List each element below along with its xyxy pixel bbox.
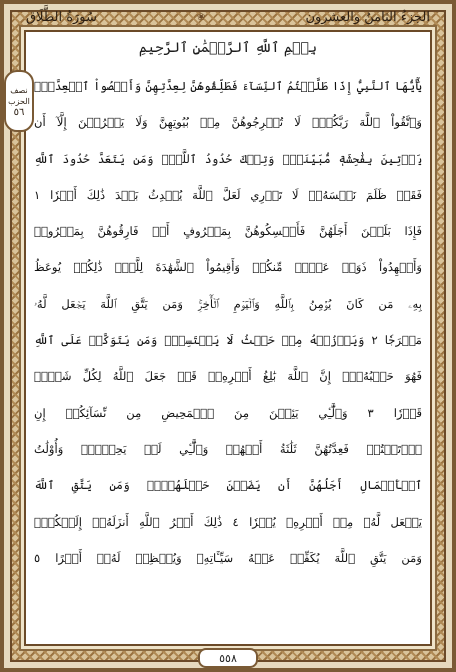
text-line: وَٱتَّقُواْ ٱللَّهَ رَبَّكُمۡۖ لَا تُخۡرِجُوهُنَّ مِنۢ بُيُوتِهِنَّ وَلَا يَخۡرُجۡنَ إِلَّآ أَن <box>34 115 422 130</box>
text-line: بِهِۦ مَن كَانَ يُؤۡمِنُ بِٱللَّهِ وَٱلۡيَوۡمِ ٱلۡأٓخِرِۚ وَمَن يَتَّقِ ٱللَّهَ يَجۡعَل لَّهُۥ <box>34 296 422 311</box>
text-line: فَهُوَ حَسۡبُهُۥٓۚ إِنَّ ٱللَّهَ بَٰلِغُ أَمۡرِهِۦۚ قَدۡ جَعَلَ ٱللَّهُ لِكُلِّ شَيۡءٖ <box>34 369 422 384</box>
basmala: بِسۡمِ ٱللَّهِ ٱلرَّحۡمَٰنِ ٱلرَّحِيمِ <box>138 40 318 56</box>
text-line: يَأۡتِينَ بِفَٰحِشَةٖ مُّبَيِّنَةٖۚ وَتِلۡكَ حُدُودُ ٱللَّهِۚ وَمَن يَتَعَدَّ حُدُودَ ٱللَّهِ <box>34 151 422 166</box>
text-line: ٱلۡأَحۡمَالِ أَجَلُهُنَّ أَن يَضَعۡنَ حَمۡلَهُنَّۚ وَمَن يَتَّقِ ٱللَّهَ <box>34 478 422 493</box>
hizb-marker <box>4 70 34 132</box>
page-footer <box>0 648 456 668</box>
text-line: فَإِذَا بَلَغۡنَ أَجَلَهُنَّ فَأَمۡسِكُوهُنَّ بِمَعۡرُوفٍ أَوۡ فَارِقُوهُنَّ بِمَعۡرُوفٖ <box>34 224 422 239</box>
quran-text <box>34 68 422 576</box>
hizb-number: ٥٦ <box>13 106 25 118</box>
text-line: يَجۡعَل لَّهُۥ مِنۡ أَمۡرِهِۦ يُسۡرٗا ٤ ذَٰلِكَ أَمۡرُ ٱللَّهِ أَنزَلَهُۥٓ إِلَيۡكُمۡۚ <box>34 514 422 529</box>
hizb-label-1: نصف <box>10 85 28 95</box>
page-number: ٥٥٨ <box>198 648 258 668</box>
text-line: يَٰٓأَيُّهَا ٱلنَّبِيُّ إِذَا طَلَّقۡتُمُ ٱلنِّسَآءَ فَطَلِّقُوهُنَّ لِعِدَّتِهِنَّ وَأَحۡصُواْ ٱلۡعِدَّةَۖ <box>34 79 422 93</box>
surah-title: سُورَةُ الطَّلَاقِ <box>26 9 97 25</box>
hizb-label-2: الحزب <box>8 96 30 106</box>
text-line: قَدۡرٗا ٣ وَٱلَّٰٓـِٔي يَئِسۡنَ مِنَ ٱلۡمَحِيضِ مِن نِّسَآئِكُمۡ إِنِ <box>34 405 422 420</box>
text-line: مَخۡرَجٗا ٢ وَيَرۡزُقۡهُ مِنۡ حَيۡثُ لَا يَحۡتَسِبُۚ وَمَن يَتَوَكَّلۡ عَلَى ٱللَّهِ <box>34 333 422 348</box>
text-line: وَأَشۡهِدُواْ ذَوَيۡ عَدۡلٖ مِّنكُمۡ وَأَقِيمُواْ ٱلشَّهَٰدَةَ لِلَّهِۚ ذَٰلِكُمۡ يُوعَظُ <box>34 260 422 275</box>
text-line: وَمَن يَتَّقِ ٱللَّهَ يُكَفِّرۡ عَنۡهُ سَيِّـَٔاتِهِۦ وَيُعۡظِمۡ لَهُۥٓ أَجۡرًا ٥ <box>34 550 422 565</box>
juz-title: الجزءُ الثامنُ والعشرون <box>305 9 430 25</box>
text-line: فَقَدۡ ظَلَمَ نَفۡسَهُۥۚ لَا تَدۡرِي لَعَلَّ ٱللَّهَ يُحۡدِثُ بَعۡدَ ذَٰلِكَ أَمۡرٗا ١ <box>34 187 422 202</box>
page-header <box>26 6 430 28</box>
text-line: ٱرۡتَبۡتُمۡ فَعِدَّتُهُنَّ ثَلَٰثَةُ أَشۡهُرٖ وَٱلَّٰٓـِٔي لَمۡ يَحِضۡنَۚ وَأُوْلَٰتُ <box>34 441 422 456</box>
header-ornament-icon: ❀ <box>196 11 206 23</box>
